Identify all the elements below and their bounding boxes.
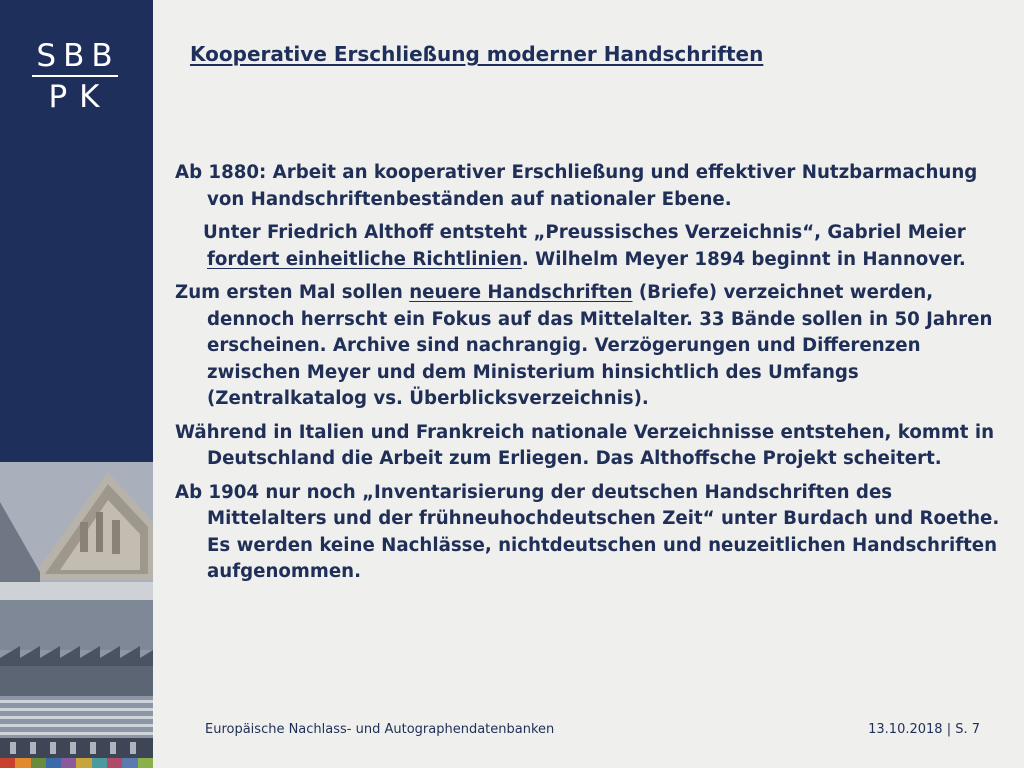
paragraph-2-text-a: Unter Friedrich Althoff entsteht „Preussisches Verzeichnis“, Gabriel Meier — [203, 222, 966, 243]
strip-segment — [15, 758, 30, 768]
strip-segment — [76, 758, 91, 768]
strip-segment — [92, 758, 107, 768]
slide-title: Kooperative Erschließung moderner Handschriften — [190, 42, 764, 66]
strip-segment — [31, 758, 46, 768]
slide-body — [175, 160, 1011, 593]
paragraph-3-link[interactable]: neuere Handschriften — [409, 282, 633, 303]
color-strip — [0, 758, 153, 768]
paragraph-3-text-b: (Briefe) verzeichnet werden, dennoch herrscht ein Fokus auf das Mittelalter. 33 Bände sollen in 50 Jahren erscheinen. Archive sind nachrangig. Verzögerungen und Differenzen zwischen Meyer und dem Ministerium hinsichtlich des Umfangs (Zentralkatalog vs. Überblicksverzeichnis). — [207, 282, 993, 409]
logo-text-bottom: PK — [48, 79, 112, 115]
footer-date-page: 13.10.2018 | S. 7 — [868, 722, 980, 737]
paragraph-3-text-a: Zum ersten Mal sollen — [175, 282, 410, 303]
strip-segment — [107, 758, 122, 768]
logo-text-top: SBB — [36, 38, 120, 74]
paragraph-4: Während in Italien und Frankreich nationale Verzeichnisse entstehen, kommt in Deutschland die Arbeit zum Erliegen. Das Althoffsche Projekt scheitert. — [175, 421, 995, 469]
sbb-pk-logo — [20, 38, 130, 115]
logo-divider — [32, 75, 118, 77]
strip-segment — [61, 758, 76, 768]
paragraph-2-text-b: . Wilhelm Meyer 1894 beginnt in Hannover. — [521, 248, 966, 270]
paragraph-2 — [175, 220, 1011, 273]
strip-segment — [138, 758, 153, 768]
strip-segment — [122, 758, 137, 768]
building-photo-illustration — [0, 462, 153, 758]
paragraph-1: Ab 1880: Arbeit an kooperativer Erschließung und effektiver Nutzbarmachung von Handschriftenbeständen auf nationaler Ebene. — [175, 162, 978, 210]
footer-title: Europäische Nachlass- und Autographendatenbanken — [205, 722, 555, 737]
building-photo — [0, 462, 153, 758]
sidebar — [0, 0, 153, 768]
paragraph-5: Ab 1904 nur noch „Inventarisierung der deutschen Handschriften des Mittelalters und der frühneuhochdeutschen Zeit“ unter Burdach und Roethe. Es werden keine Nachlässe, nichtdeutschen und neuzeitlichen Handschriften aufgenommen. — [175, 481, 1000, 582]
strip-segment — [0, 758, 15, 768]
paragraph-3 — [175, 280, 1011, 413]
strip-segment — [46, 758, 61, 768]
paragraph-2-link[interactable]: fordert einheitliche Richtlinien — [207, 248, 522, 270]
